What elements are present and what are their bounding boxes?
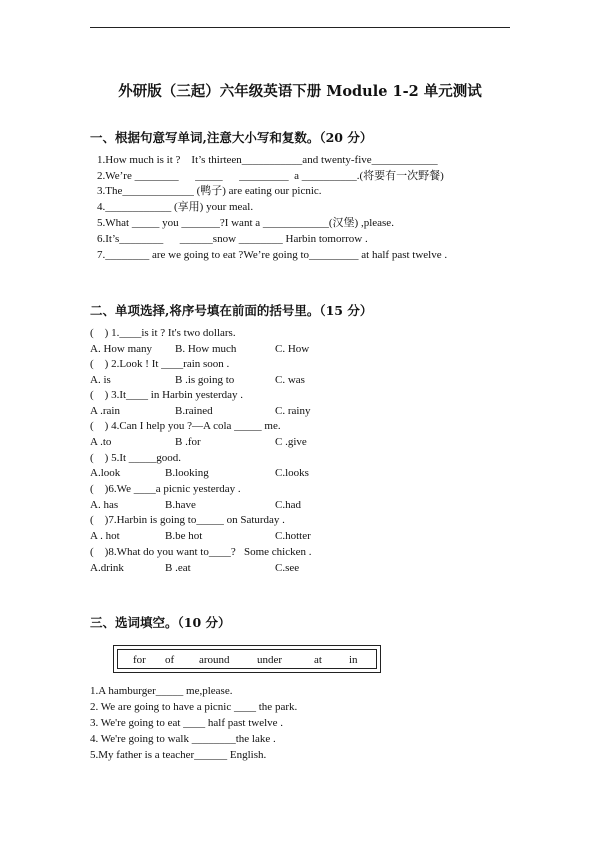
word-bank-word: of [165,654,175,666]
option-c: C. rainy [275,405,311,417]
option-a: A . hot [90,530,120,542]
question-text: ( ) 3.It____ in Harbin yesterday . [90,389,244,401]
fill-blank-item: 5.My father is a teacher______ English. [90,749,267,761]
option-b: B.looking [165,467,209,479]
fill-blank-item: 1.A hamburger_____ me,please. [90,685,233,697]
option-a: A. How many [90,343,153,355]
section1-item: 3.The_____________ (鸭子) are eating our picnic. [97,185,322,197]
option-a: A .to [90,436,112,448]
question-text: ( )8.What do you want to____? Some chicken . [90,546,312,558]
question-text: ( )6.We ____a picnic yesterday . [90,483,241,495]
option-c: C.see [275,562,300,574]
section1-item: 2.We’re ________ _____ _________ a __________.(将要有一次野餐) [97,170,444,182]
option-a: A. has [90,499,119,511]
option-c: C.looks [275,467,309,479]
option-c: C. How [275,343,310,355]
option-b: B .for [175,436,201,448]
option-a: A. is [90,374,111,386]
word-bank-word: under [257,654,283,666]
question-text: ( ) 4.Can I help you ?—A cola _____ me. [90,420,281,432]
option-b: B. How much [175,343,237,355]
page-title: 外研版（三起）六年级英语下册 Module 1-2 单元测试 [118,83,482,100]
question-text: ( ) 5.It _____good. [90,452,182,464]
section1-item: 5.What _____ you _______?I want a ____________(汉堡) ,please. [97,217,394,229]
section1-item: 7.________ are we going to eat ?We’re going to_________ at half past twelve . [97,249,448,261]
question-text: ( ) 2.Look ! It ____rain soon . [90,358,230,370]
option-a: A.drink [90,562,124,574]
fill-blank-item: 2. We are going to have a picnic ____ the park. [90,701,298,713]
option-b: B.be hot [165,530,203,542]
option-c: C.had [275,499,301,511]
word-bank-word: for [133,654,146,666]
section1-item: 4.____________ (享用) your meal. [97,201,254,213]
word-bank-word: at [314,654,322,666]
word-bank-word: in [349,654,358,666]
option-c: C. was [275,374,305,386]
top-rule [90,27,510,28]
option-b: B.have [165,499,196,511]
word-bank-word: around [199,654,230,666]
option-c: C.hotter [275,530,311,542]
section1-item: 6.It’s________ ______snow ________ Harbin tomorrow . [97,233,368,245]
section1-heading: 一、根据句意写单词,注意大小写和复数。（20 分） [90,130,373,145]
option-c: C .give [275,436,307,448]
section3-heading: 三、选词填空。（10 分） [90,615,231,630]
section2-heading: 二、单项选择,将序号填在前面的括号里。（15 分） [90,303,373,318]
fill-blank-item: 4. We're going to walk ________the lake . [90,733,276,745]
option-b: B .eat [165,562,191,574]
word-bank-box [113,645,381,673]
option-a: A.look [90,467,121,479]
word-bank-inner-border [117,649,377,669]
option-b: B.rained [175,405,213,417]
fill-blank-item: 3. We're going to eat ____ half past twelve . [90,717,284,729]
question-text: ( )7.Harbin is going to_____ on Saturday . [90,514,285,526]
option-a: A .rain [90,405,120,417]
option-b: B .is going to [175,374,235,386]
section1-item: 1.How much is it ? It’s thirteen___________and twenty-five____________ [97,154,438,166]
question-text: ( ) 1.____is it ? It's two dollars. [90,327,236,339]
